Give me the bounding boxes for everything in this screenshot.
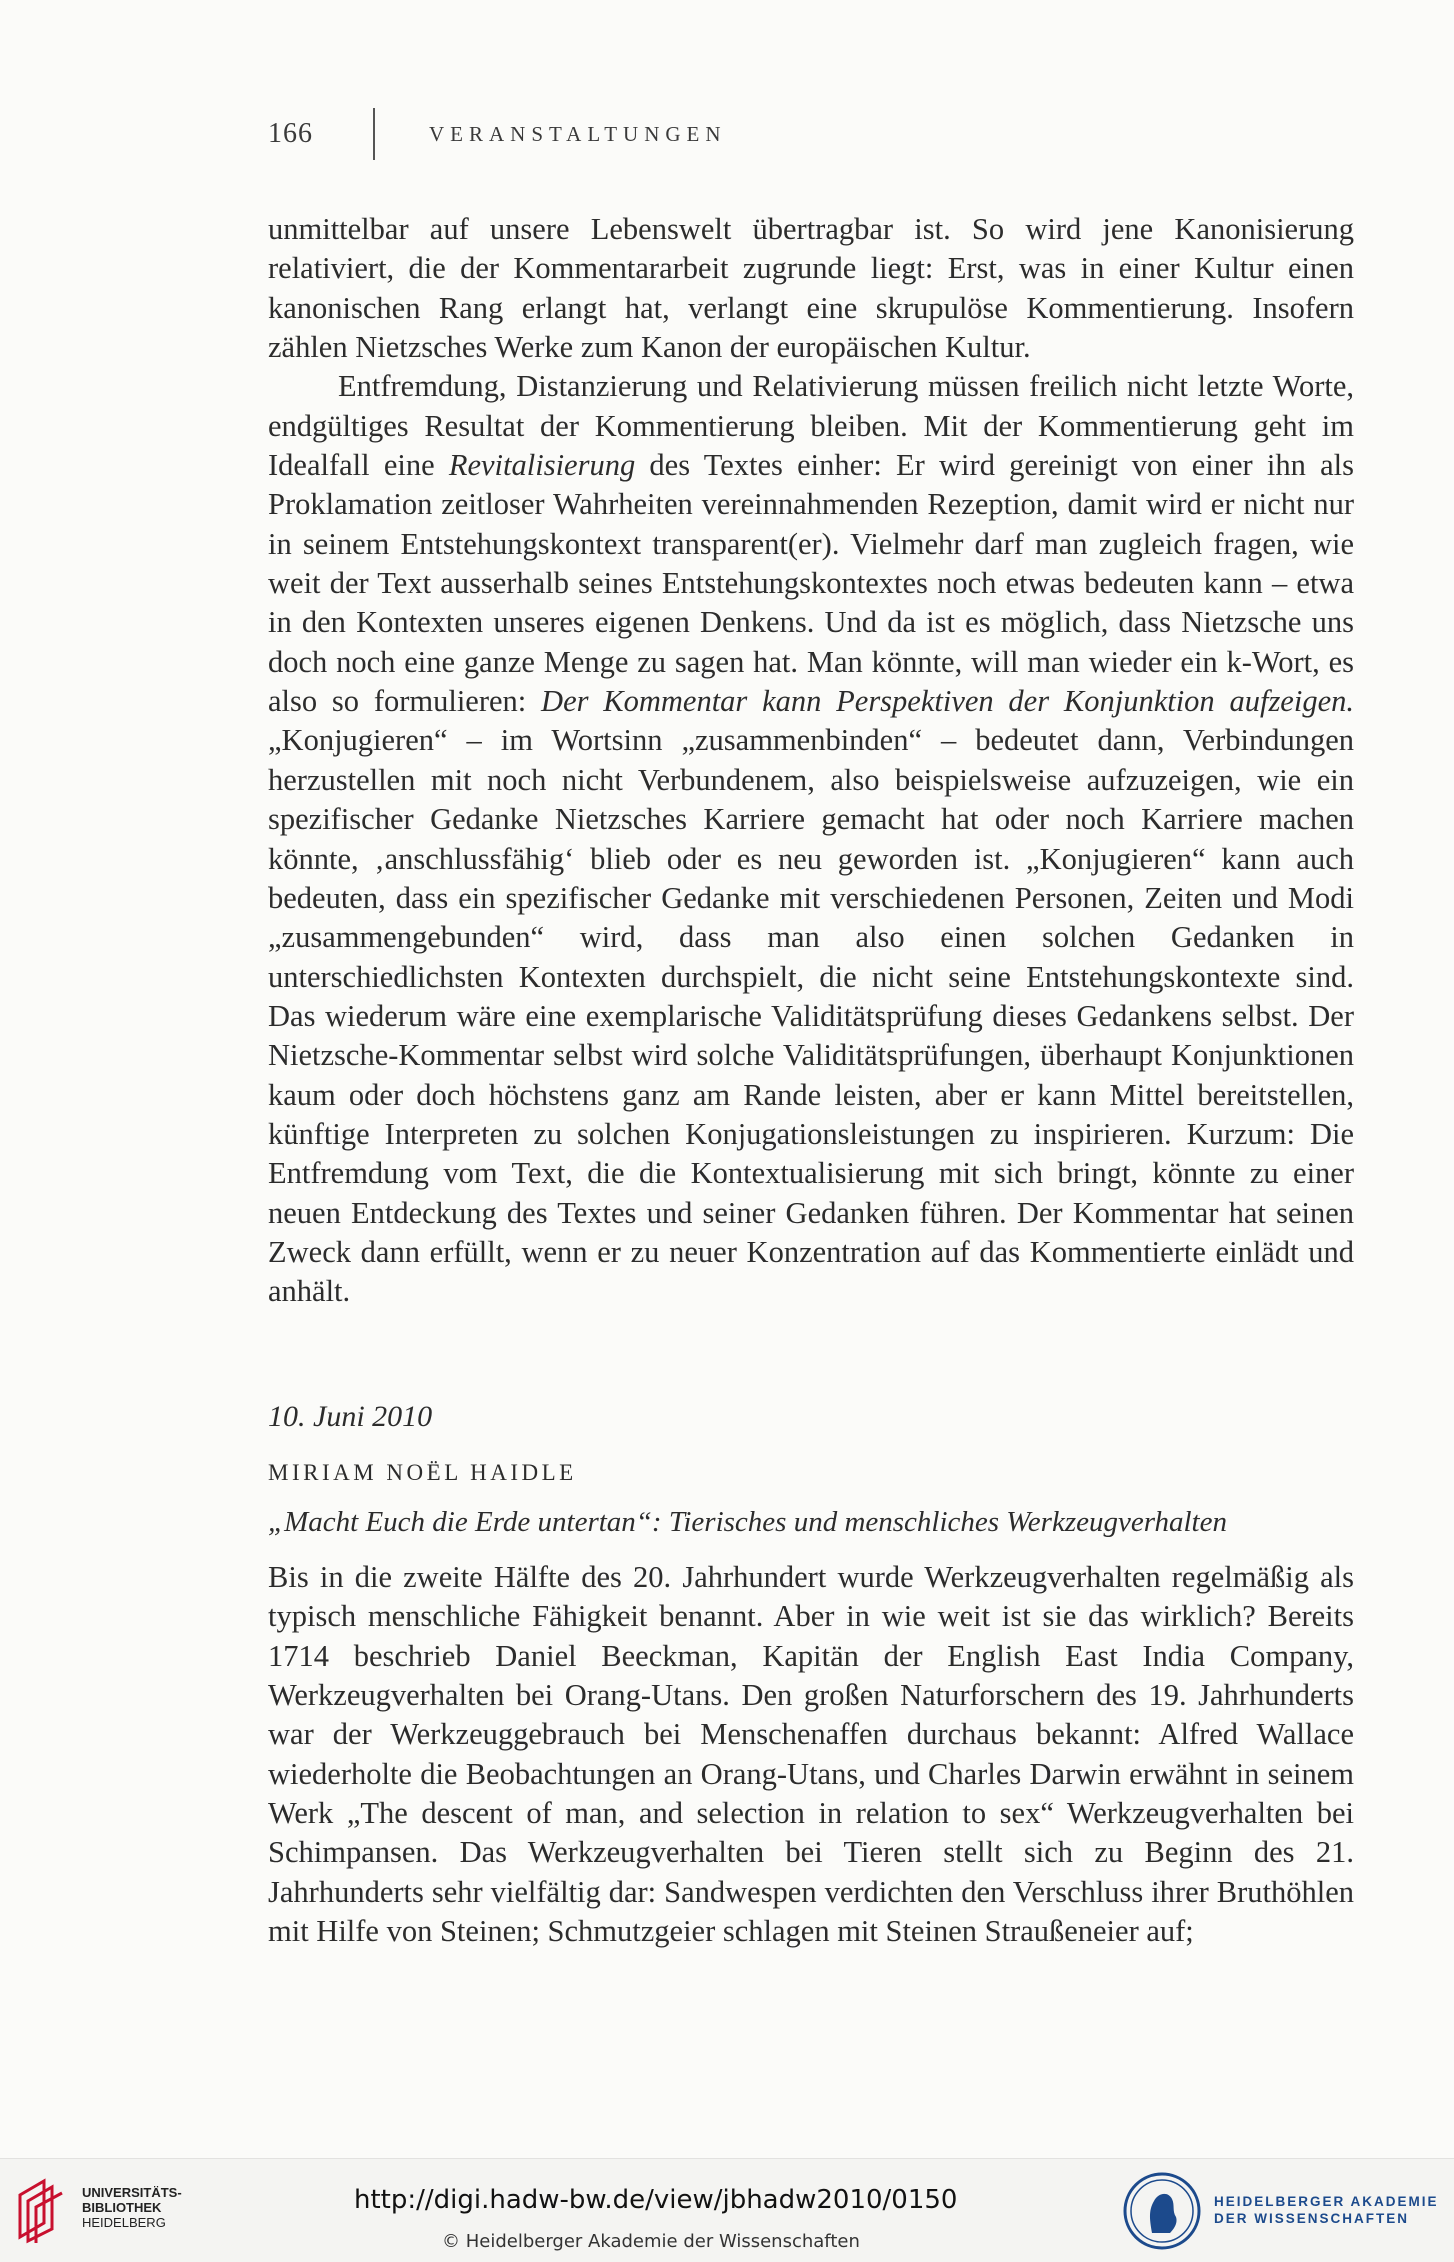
library-line-2: BIBLIOTHEK <box>82 2200 162 2215</box>
entry-date: 10. Juni 2010 <box>268 1400 433 1433</box>
ub-heidelberg-logo-icon <box>14 2175 72 2245</box>
footer-bar <box>0 2158 1454 2262</box>
library-line-1: UNIVERSITÄTS- <box>82 2185 182 2200</box>
academy-line-2: DER WISSENSCHAFTEN <box>1214 2211 1410 2226</box>
source-url-link[interactable]: http://digi.hadw-bw.de/view/jbhadw2010/0150 <box>354 2185 958 2215</box>
section-title: VERANSTALTUNGEN <box>429 121 727 146</box>
body-text <box>268 210 1354 1312</box>
running-head <box>268 108 727 160</box>
entry-body <box>268 1558 1354 1951</box>
emphasis-revitalisierung: Revitalisierung <box>448 448 636 483</box>
paragraph-1: unmittelbar auf unsere Lebenswelt übertragbar ist. So wird jene Kanonisierung relativiert, die der Kommentararbeit zugrunde liegt: Erst, was in einer Kultur einen kanonischen Rang erlangt hat, verlangt eine skrupulöse Kommentierung. Insofern zählen Nietzsches Werke zum Kanon der europäischen Kultur. <box>268 212 1354 365</box>
entry-paragraph: Bis in die zweite Hälfte des 20. Jahrhundert wurde Werkzeugverhalten regelmäßig als typisch menschliche Fähigkeit benannt. Aber in wie weit ist sie das wirklich? Bereits 1714 beschrieb Daniel Beeckman, Kapitän der English East India Company, Werkzeugverhalten bei Orang-Utans. Den großen Naturforschern des 19. Jahrhunderts war der Werkzeuggebrauch bei Menschenaffen durchaus bekannt: Alfred Wallace wiederholte die Beobachtungen an Orang-Utans, und Charles Darwin erwähnt in seinem Werk „The descent of man, and selection in relation to sex“ Werkzeugverhalten bei Schimpansen. Das Werkzeugverhalten bei Tieren stellt sich zu Beginn des 21. Jahrhunderts sehr vielfältig dar: Sandwespen verdichten den Verschluss ihrer Bruthöhlen mit Hilfe von Steinen; Schmutzgeier schlagen mit Steinen Straußeneier auf; <box>268 1560 1354 1949</box>
hadw-seal-icon <box>1122 2171 1202 2251</box>
paragraph-2-part-2: des Textes einher: Er wird gereinigt von einer ihn als Proklamation zeitloser Wahrheiten vereinnahmenden Rezeption, damit wird er nicht nur in seinem Entstehungskontext transparent(er). Vielmehr darf man zugleich fragen, wie weit der Text ausserhalb seines Entstehungskontextes noch etwas bedeuten kann – etwa in den Kontexten unseres eigenen Denkens. Und da ist es möglich, dass Nietzsche uns doch noch eine ganze Menge zu sagen hat. Man könnte, will man wieder ein k-Wort, es also so formulieren: <box>268 448 1354 719</box>
paragraph-2-part-1: Entfremdung, Distanzierung und Relativierung müssen freilich nicht letzte Worte, endgültiges Resultat der Kommentierung bleiben. Mit der Kommentierung geht im Idealfall eine <box>268 369 1354 483</box>
emphasis-kommentar-perspektiven: Der Kommentar kann Perspektiven der Konjunktion aufzeigen. <box>541 684 1354 719</box>
copyright-notice: © Heidelberger Akademie der Wissenschaften <box>442 2231 860 2252</box>
academy-line-1: HEIDELBERGER AKADEMIE <box>1214 2194 1439 2209</box>
header-divider <box>373 108 375 160</box>
library-line-3: HEIDELBERG <box>82 2215 166 2230</box>
page-number: 166 <box>268 118 313 149</box>
entry-author: MIRIAM NOËL HAIDLE <box>268 1460 577 1485</box>
entry-title: „Macht Euch die Erde untertan“: Tierisches und menschliches Werkzeugverhalten <box>268 1506 1227 1538</box>
library-name <box>82 2185 182 2230</box>
paragraph-2-part-3: „Konjugieren“ – im Wortsinn „zusammenbinden“ – bedeutet dann, Verbindungen herzustellen mit noch nicht Verbundenem, also beispielsweise aufzuzeigen, wie ein spezifischer Gedanke Nietzsches Karriere gemacht hat oder noch Karriere machen könnte, ‚anschlussfähig‘ blieb oder es neu geworden ist. „Konjugieren“ kann auch bedeuten, dass ein spezifischer Gedanke mit verschiedenen Personen, Zeiten und Modi „zusammengebunden“ wird, dass man also einen solchen Gedanken in unterschiedlichsten Kontexten durchspielt, die nicht seine Entstehungskontexte sind. Das wiederum wäre eine exemplarische Validitätsprüfung dieses Gedankens selbst. Der Nietzsche-Kommentar selbst wird solche Validitätsprüfungen, überhaupt Konjunktionen kaum oder doch höchstens ganz am Rande leisten, aber er kann Mittel bereitstellen, künftige Interpreten zu solchen Konjugationsleistungen zu inspirieren. Kurzum: Die Entfremdung vom Text, die die Kontextualisierung mit sich bringt, könnte zu einer neuen Entdeckung des Textes und seiner Gedanken führen. Der Kommentar hat seinen Zweck dann erfüllt, wenn er zu neuer Konzentration auf das Kommentierte einlädt und anhält. <box>268 723 1354 1309</box>
academy-name <box>1214 2193 1439 2227</box>
paragraph-2 <box>268 367 1354 1311</box>
